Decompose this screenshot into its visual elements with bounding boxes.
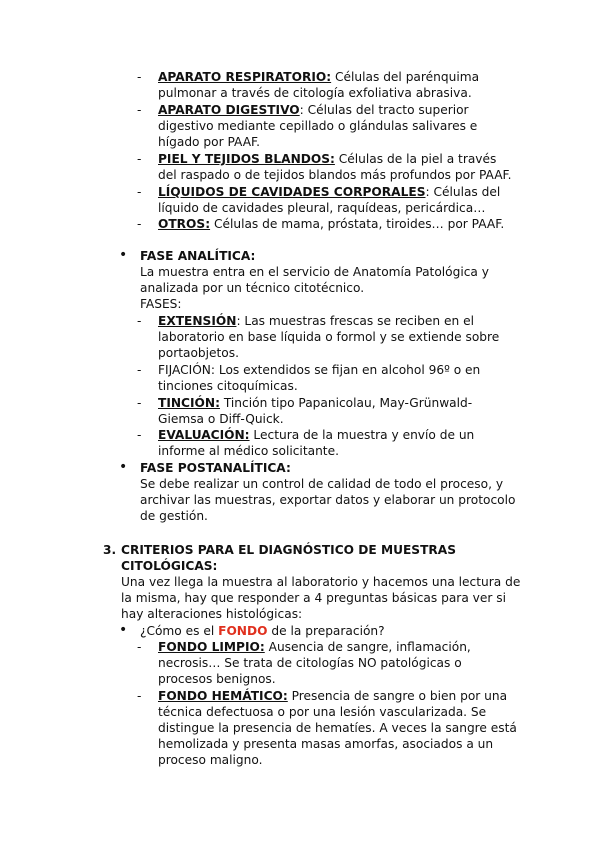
dash-marker: - [137,396,142,410]
bullet-marker: • [119,622,128,638]
item-text: Ausencia de sangre, inflamación, necrosis… Se trata de citologías NO patológicas o procesos benignos. [158,640,471,686]
item-term: TINCIÓN: [158,396,220,410]
bullet-marker: • [119,247,128,263]
dash-marker: - [137,185,142,199]
fase-analitica-block [119,248,519,312]
item-term: FONDO LIMPIO: [158,640,265,654]
dash-marker: - [137,640,142,654]
section-3-heading [103,542,523,574]
item-text: FIJACIÓN: Los extendidos se fijan en alcohol 96º o en tinciones citoquímicas. [158,363,481,393]
item-text: Células de mama, próstata, tiroides… por PAAF. [210,217,505,231]
item-term: EXTENSIÓN [158,314,237,328]
item-text: : Células del líquido de cavidades pleural, raquídeas, pericárdica… [158,185,501,215]
list-item [137,313,517,361]
item-term: EVALUACIÓN: [158,428,250,442]
fase-postanalitica-block [119,460,519,524]
list-item [137,184,517,216]
paragraph: Se debe realizar un control de calidad de todo el proceso, y archivar las muestras, exportar datos y elaborar un protocolo de gestión. [140,477,516,523]
list-item [137,69,517,101]
fases-label: FASES: [140,297,182,311]
item-term: PIEL Y TEJIDOS BLANDOS: [158,152,335,166]
dash-marker: - [137,689,142,703]
paragraph: La muestra entra en el servicio de Anatomía Patológica y analizada por un técnico citotécnico. [140,265,489,295]
item-text: Presencia de sangre o bien por una técnica defectuosa o por una lesión vascularizada. Se distingue la presencia de hematíes. A veces la sangre está hemolizada y presenta masas amorfas, asociados a un proceso maligno. [158,689,517,767]
item-text: Lectura de la muestra y envío de un informe al médico solicitante. [158,428,475,458]
list-item [137,151,517,183]
item-text: : Las muestras frescas se reciben en el laboratorio en base líquida o formol y se extiende sobre portaobjetos. [158,314,500,360]
item-term: OTROS: [158,217,211,231]
list-item [137,639,517,687]
list-item [137,216,517,232]
item-term: APARATO DIGESTIVO [158,103,300,117]
dash-marker: - [137,314,142,328]
list-item [137,427,517,459]
dash-marker: - [137,103,142,117]
list-item [137,688,517,768]
section-heading: FASE ANALÍTICA: [140,249,256,263]
item-term: FONDO HEMÁTICO: [158,689,288,703]
item-text: : Células del tracto superior digestivo mediante cepillado o glándulas salivares e hígado por PAAF. [158,103,478,149]
question-text-pre: ¿Cómo es el [140,624,219,638]
list-item [137,362,517,394]
section-heading: CRITERIOS PARA EL DIAGNÓSTICO DE MUESTRAS CITOLÓGICAS: [121,543,456,573]
bullet-marker: • [119,459,128,475]
list-item [137,395,517,427]
question-keyword: FONDO [218,624,268,638]
section-3-intro [121,574,521,622]
dash-marker: - [137,217,142,231]
dash-marker: - [137,70,142,84]
section-heading: FASE POSTANALÍTICA: [140,461,291,475]
section-number: 3. [103,543,117,557]
paragraph: Una vez llega la muestra al laboratorio y hacemos una lectura de la misma, hay que responder a 4 preguntas básicas para ver si hay alteraciones histológicas: [121,575,521,621]
item-term: APARATO RESPIRATORIO: [158,70,332,84]
item-text: Tinción tipo Papanicolau, May-Grünwald-Giemsa o Diff-Quick. [158,396,473,426]
dash-marker: - [137,428,142,442]
dash-marker: - [137,363,142,377]
item-text: Células de la piel a través del raspado o de tejidos blandos más profundos por PAAF. [158,152,512,182]
item-text: Células del parénquima pulmonar a través de citología exfoliativa abrasiva. [158,70,480,100]
item-term: LÍQUIDOS DE CAVIDADES CORPORALES [158,185,426,199]
question-text-post: de la preparación? [267,624,385,638]
dash-marker: - [137,152,142,166]
question-item [119,623,519,639]
list-item [137,102,517,150]
